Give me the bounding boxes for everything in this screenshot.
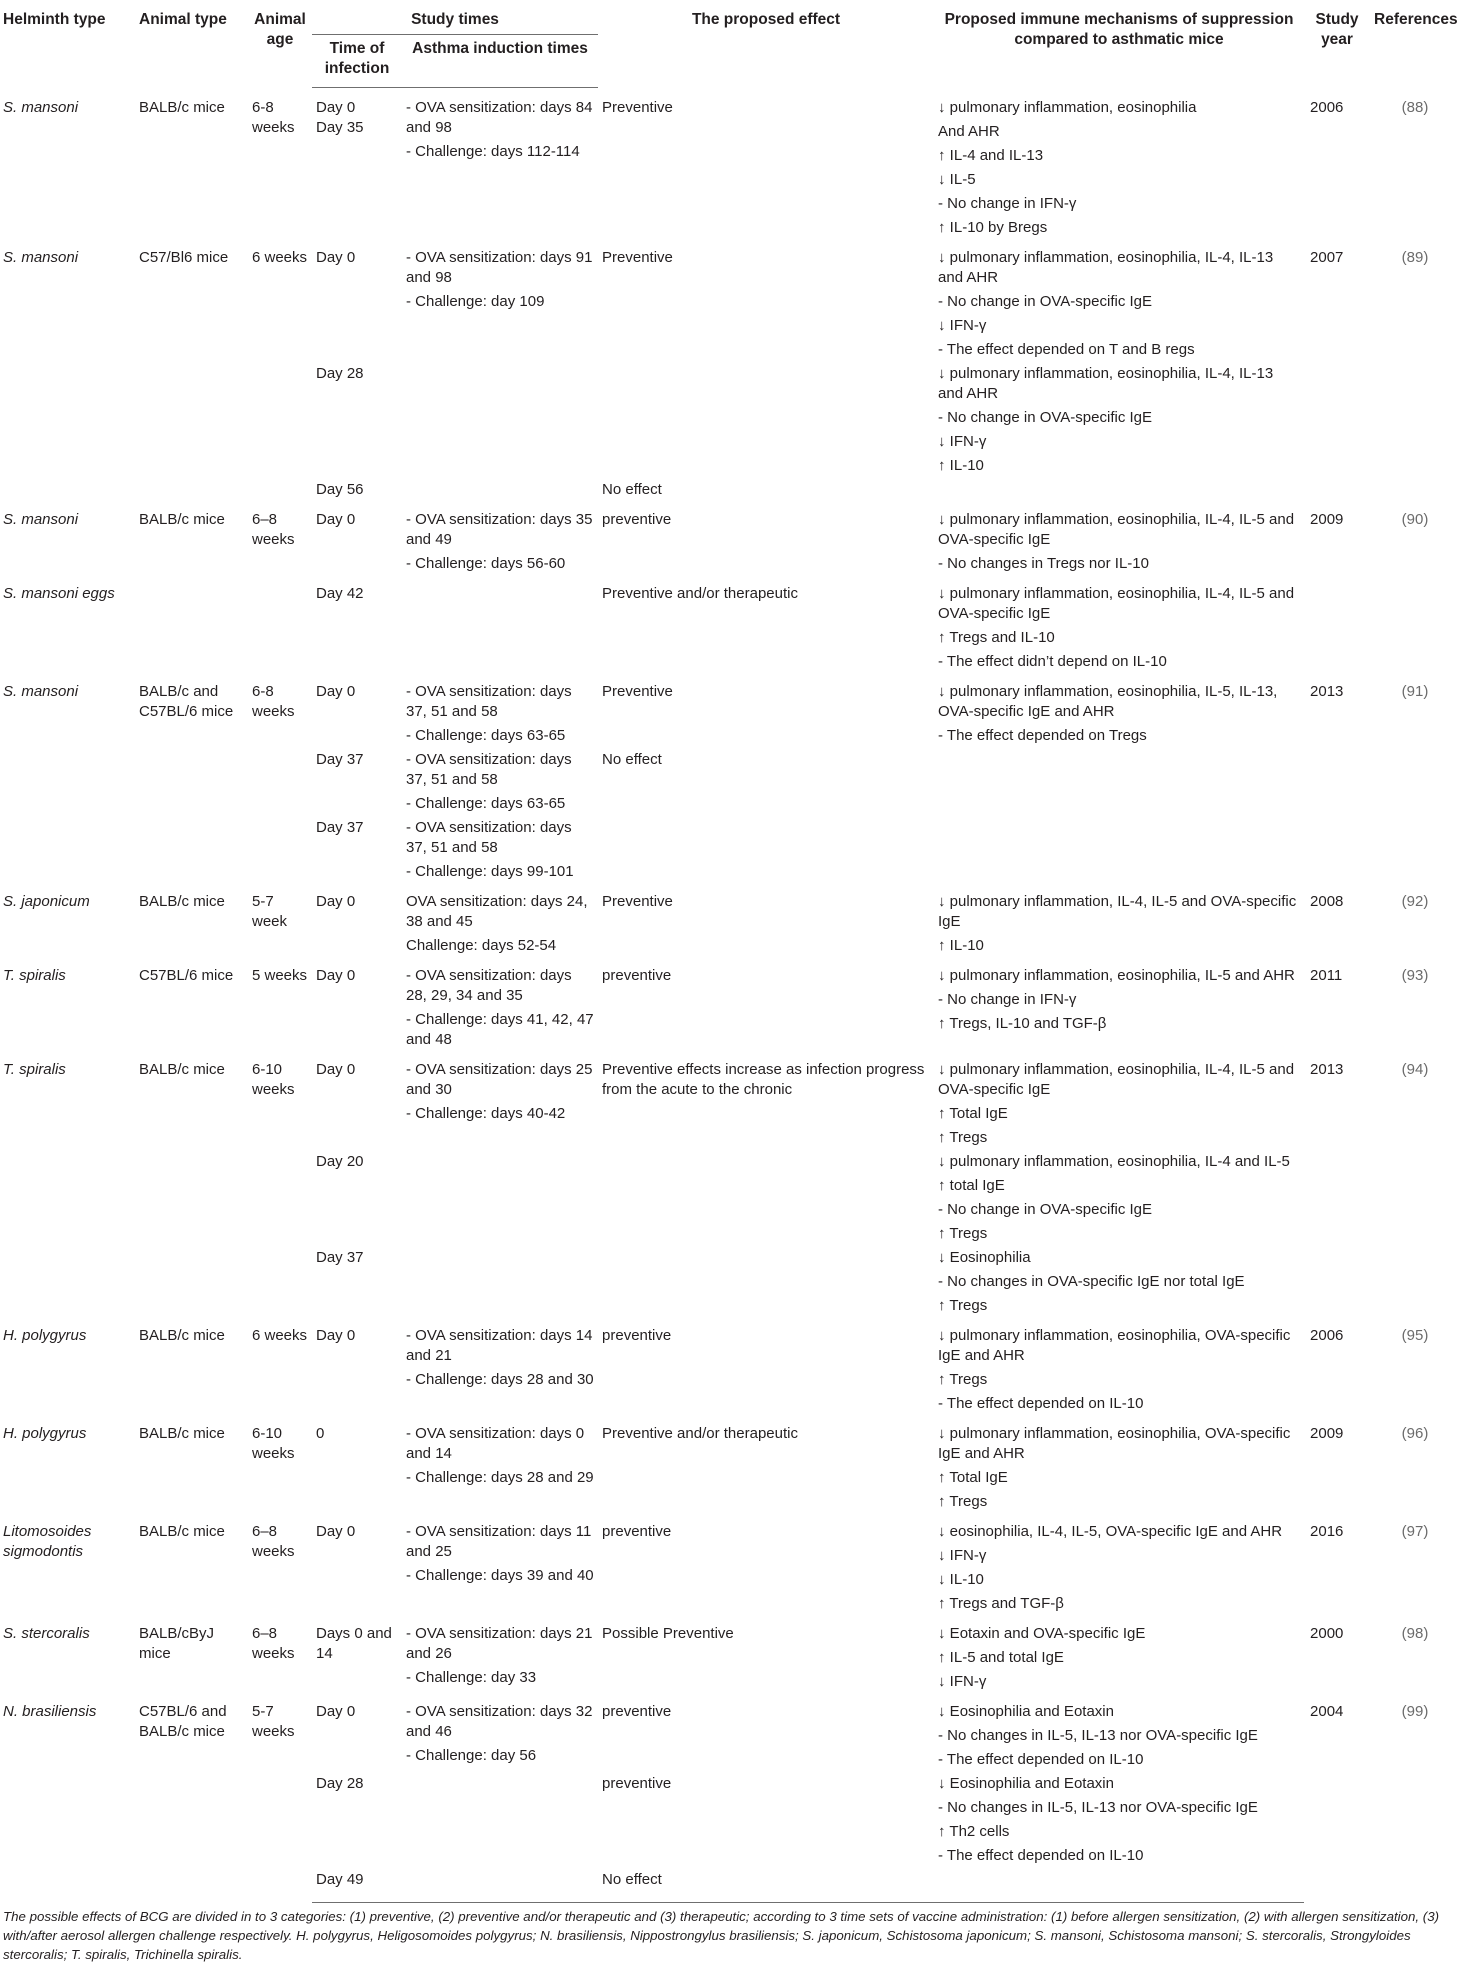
mechanisms-cell (934, 1244, 1304, 1316)
mechanisms-cell-line: ↑ Total IgE (938, 1468, 1008, 1486)
mechanisms-cell-line: ↑ Tregs (938, 1296, 988, 1314)
proposed-effect-cell (598, 1148, 934, 1244)
asthma-induction-cell-line: - OVA sensitization: days 84 and 98 (406, 99, 593, 136)
time-of-infection-cell: Day 0 (316, 1060, 356, 1078)
mechanisms-cell-line: - No change in OVA-specific IgE (938, 1200, 1152, 1218)
proposed-effect-cell (598, 1244, 934, 1316)
mechanisms-cell (934, 500, 1304, 574)
time-of-infection-cell: Day 0 (316, 510, 356, 528)
mechanisms-cell-line: ↓ pulmonary inflammation, eosinophilia, OVA-specific IgE and AHR (938, 1424, 1291, 1462)
header-study-year: Study year (1315, 11, 1359, 48)
time-of-infection-cell: Days 0 and 14 (316, 1624, 392, 1662)
animal-type-cell: C57BL/6 mice (139, 966, 234, 984)
table-row (0, 882, 1460, 956)
asthma-induction-cell-line: - Challenge: days 28 and 30 (406, 1370, 594, 1388)
asthma-induction-cell (402, 1866, 598, 1903)
helminth-type-cell: T. spiralis (3, 1060, 66, 1078)
helminth-type-cell: N. brasiliensis (3, 1702, 97, 1720)
asthma-induction-cell-line: - Challenge: days 56-60 (406, 554, 566, 572)
asthma-induction-cell-line: - Challenge: days 39 and 40 (406, 1566, 594, 1584)
asthma-induction-cell (402, 1614, 598, 1692)
animal-type-cell: BALB/c mice (139, 1326, 225, 1344)
animal-type-cell: BALB/c mice (139, 1060, 225, 1078)
asthma-induction-cell (402, 1050, 598, 1148)
proposed-effect-cell (598, 814, 934, 882)
time-of-infection-cell: Day 0 (316, 248, 356, 266)
mechanisms-cell-line: ↑ Tregs (938, 1370, 988, 1388)
asthma-induction-cell-line: - OVA sensitization: days 0 and 14 (406, 1424, 585, 1462)
mechanisms-cell-line: - The effect didn’t depend on IL-10 (938, 652, 1167, 670)
asthma-induction-cell-line: - OVA sensitization: days 11 and 25 (406, 1522, 592, 1560)
study-year-cell: 2004 (1310, 1702, 1344, 1720)
asthma-induction-cell (402, 574, 598, 672)
mechanisms-cell-line: ↓ pulmonary inflammation, eosinophilia, IL-4 and IL-5 (938, 1152, 1290, 1170)
animal-age-cell: 6-8 weeks (252, 682, 295, 720)
animal-type-cell (136, 574, 248, 672)
proposed-effect-cell: Preventive (602, 682, 673, 700)
asthma-induction-cell-line: - OVA sensitization: days 35 and 49 (406, 510, 593, 548)
asthma-induction-cell (402, 360, 598, 476)
animal-age-cell: 5-7 week (252, 892, 288, 930)
animal-age-cell: 6-10 weeks (252, 1060, 295, 1098)
animal-age-cell: 6-10 weeks (252, 1424, 295, 1462)
helminth-type-cell: S. japonicum (3, 892, 90, 910)
mechanisms-cell (934, 1770, 1304, 1866)
mechanisms-cell (934, 1866, 1304, 1903)
time-of-infection-cell: Day 0 Day 35 (316, 99, 364, 136)
study-year-cell: 2006 (1310, 98, 1344, 116)
study-year-cell: 2013 (1310, 682, 1344, 700)
mechanisms-cell-line: ↑ IL-10 (938, 936, 984, 954)
mechanisms-cell-line: ↑ Total IgE (938, 1104, 1008, 1122)
animal-age-cell: 6 weeks (252, 248, 308, 266)
asthma-induction-cell (402, 1244, 598, 1316)
table-footnote: The possible effects of BCG are divided in to 3 categories: (1) preventive, (2) preventive and/or therapeutic and (3) therapeutic; according to 3 time sets of vaccine administration: (1) before allergen sensitization, (2) with allergen sensitization, (3) with/after aerosol allergen challenge respectively. H. polygyrus, Heligosomoides polygyrus; N. brasiliensis, Nippostrongylus brasiliensis; S. japonicum, Schistosoma japonicum; S. mansoni, Schistosoma mansoni; S. stercoralis, Strongyloides stercoralis; T. spiralis, Trichinella spiralis. (3, 1908, 1440, 1962)
study-year-cell: 2016 (1310, 1522, 1344, 1540)
mechanisms-cell (934, 360, 1304, 476)
study-year-cell (1304, 574, 1370, 672)
animal-type-cell: BALB/c and C57BL/6 mice (139, 682, 234, 720)
helminth-type-cell: T. spiralis (3, 966, 66, 984)
asthma-induction-cell-line: - OVA sensitization: days 21 and 26 (406, 1624, 593, 1662)
study-year-cell: 2007 (1310, 248, 1344, 266)
mechanisms-cell-line: ↓ eosinophilia, IL-4, IL-5, OVA-specific IgE and AHR (938, 1522, 1283, 1540)
mechanisms-cell-line: - No changes in OVA-specific IgE nor total IgE (938, 1272, 1245, 1290)
mechanisms-cell-line: ↓ IFN-γ (938, 316, 987, 334)
table-header (0, 0, 1460, 88)
time-of-infection-cell: Day 49 (312, 1866, 402, 1903)
header-proposed-effect: The proposed effect (691, 11, 841, 28)
header-time-of-infection: Time of infection (312, 35, 402, 88)
mechanisms-cell-line: ↓ pulmonary inflammation, eosinophilia, IL-4, IL-5 and OVA-specific IgE (938, 584, 1295, 622)
table-row (0, 1692, 1460, 1770)
mechanisms-cell (934, 476, 1304, 500)
reference-cell: (94) (1401, 1060, 1429, 1078)
time-of-infection-cell: Day 0 (316, 682, 356, 700)
mechanisms-cell-line: ↓ IL-5 (938, 170, 976, 188)
animal-type-cell: BALB/c mice (139, 1424, 225, 1442)
asthma-induction-cell-line: - OVA sensitization: days 25 and 30 (406, 1060, 593, 1098)
asthma-induction-cell-line: OVA sensitization: days 24, 38 and 45 (406, 892, 588, 930)
mechanisms-cell (934, 672, 1304, 746)
asthma-induction-cell (402, 814, 598, 882)
study-year-cell: 2009 (1310, 510, 1344, 528)
mechanisms-cell (934, 1692, 1304, 1770)
mechanisms-cell-line: ↓ Eosinophilia and Eotaxin (938, 1702, 1114, 1720)
mechanisms-cell-line: ↓ pulmonary inflammation, eosinophilia, IL-4, IL-13 and AHR (938, 364, 1274, 402)
proposed-effect-cell: preventive (602, 1774, 672, 1792)
animal-age-cell: 5-7 weeks (252, 1702, 295, 1740)
proposed-effect-cell: preventive (602, 510, 672, 528)
mechanisms-cell-line: ↓ pulmonary inflammation, IL-4, IL-5 and OVA-specific IgE (938, 892, 1297, 930)
mechanisms-cell (934, 88, 1304, 238)
asthma-induction-cell-line: - OVA sensitization: days 37, 51 and 58 (406, 818, 572, 856)
mechanisms-cell-line: ↑ Tregs (938, 1492, 988, 1510)
reference-cell: (92) (1401, 892, 1429, 910)
asthma-induction-cell-line: - Challenge: days 63-65 (406, 726, 566, 744)
mechanisms-cell (934, 1050, 1304, 1148)
time-of-infection-cell: Day 0 (316, 1522, 356, 1540)
time-of-infection-cell: Day 42 (316, 584, 364, 602)
mechanisms-cell-line: - The effect depended on IL-10 (938, 1750, 1144, 1768)
proposed-effect-cell: Preventive and/or therapeutic (602, 1424, 798, 1442)
asthma-induction-cell-line: - OVA sensitization: days 37, 51 and 58 (406, 682, 572, 720)
time-of-infection-cell: 0 (316, 1424, 325, 1442)
reference-cell: (95) (1401, 1326, 1429, 1344)
time-of-infection-cell: Day 0 (316, 1326, 356, 1344)
mechanisms-cell-line: ↑ IL-5 and total IgE (938, 1648, 1064, 1666)
mechanisms-cell-line: - The effect depended on Tregs (938, 726, 1147, 744)
asthma-induction-cell (402, 1148, 598, 1244)
mechanisms-cell (934, 574, 1304, 672)
header-asthma-induction-times: Asthma induction times (402, 35, 598, 88)
helminth-type-cell: S. mansoni (3, 682, 79, 700)
reference-cell: (97) (1401, 1522, 1429, 1540)
proposed-effect-cell: preventive (602, 1522, 672, 1540)
asthma-induction-cell (402, 882, 598, 956)
header-helminth-type: Helminth type (3, 11, 106, 28)
asthma-induction-cell (402, 88, 598, 238)
helminth-type-cell: S. mansoni eggs (3, 584, 115, 602)
asthma-induction-cell (402, 1414, 598, 1512)
mechanisms-cell-line: - No change in OVA-specific IgE (938, 408, 1152, 426)
header-animal-type: Animal type (139, 11, 227, 28)
time-of-infection-cell: Day 56 (316, 480, 364, 498)
asthma-induction-cell-line: - OVA sensitization: days 37, 51 and 58 (406, 750, 572, 788)
animal-age-cell: 6 weeks (252, 1326, 308, 1344)
proposed-effect-cell: Preventive (602, 98, 673, 116)
proposed-effect-cell: No effect (602, 480, 662, 498)
asthma-induction-cell-line: - OVA sensitization: days 14 and 21 (406, 1326, 593, 1364)
reference-cell (1370, 574, 1460, 672)
mechanisms-cell-line: ↓ Eotaxin and OVA-specific IgE (938, 1624, 1146, 1642)
proposed-effect-cell (598, 360, 934, 476)
animal-type-cell: BALB/c mice (139, 1522, 225, 1540)
proposed-effect-cell: preventive (602, 966, 672, 984)
mechanisms-cell-line: ↑ Th2 cells (938, 1822, 1010, 1840)
time-of-infection-cell: Day 0 (316, 1702, 356, 1720)
study-year-cell: 2011 (1310, 966, 1343, 984)
mechanisms-cell-line: - The effect depended on T and B regs (938, 340, 1195, 358)
asthma-induction-cell-line: - Challenge: days 40-42 (406, 1104, 566, 1122)
mechanisms-cell-line: - No changes in Tregs nor IL-10 (938, 554, 1149, 572)
study-year-cell: 2008 (1310, 892, 1344, 910)
time-of-infection-cell: Day 37 (316, 1248, 364, 1266)
asthma-induction-cell (402, 476, 598, 500)
asthma-induction-cell-line: - OVA sensitization: days 32 and 46 (406, 1702, 593, 1740)
helminth-type-cell: H. polygyrus (3, 1326, 87, 1344)
animal-type-cell: C57BL/6 and BALB/c mice (139, 1702, 227, 1740)
asthma-induction-cell (402, 500, 598, 574)
mechanisms-cell-line: ↓ pulmonary inflammation, eosinophilia, IL-4, IL-5 and OVA-specific IgE (938, 1060, 1295, 1098)
table-body (0, 88, 1460, 1903)
animal-type-cell: BALB/c mice (139, 510, 225, 528)
mechanisms-cell-line: ↓ pulmonary inflammation, eosinophilia, IL-5 and AHR (938, 966, 1295, 984)
proposed-effect-cell: Preventive (602, 248, 673, 266)
mechanisms-cell (934, 1316, 1304, 1414)
proposed-effect-cell: preventive (602, 1326, 672, 1344)
mechanisms-cell (934, 238, 1304, 360)
proposed-effect-cell: Preventive effects increase as infection progress from the acute to the chronic (602, 1060, 925, 1098)
proposed-effect-cell: Preventive and/or therapeutic (602, 584, 798, 602)
mechanisms-cell-line: - No change in IFN-γ (938, 194, 1077, 212)
time-of-infection-cell: Day 37 (316, 750, 364, 768)
reference-cell: (90) (1401, 510, 1429, 528)
helminth-type-cell: H. polygyrus (3, 1424, 87, 1442)
study-year-cell: 2006 (1310, 1326, 1344, 1344)
asthma-induction-cell-line: - Challenge: day 33 (406, 1668, 537, 1686)
header-mechanisms: Proposed immune mechanisms of suppression compared to asthmatic mice (944, 11, 1294, 48)
mechanisms-cell-line: ↑ IL-10 by Bregs (938, 218, 1048, 236)
mechanisms-cell-line: ↑ Tregs (938, 1224, 988, 1242)
asthma-induction-cell-line: - Challenge: day 56 (406, 1746, 537, 1764)
mechanisms-cell-line: - The effect depended on IL-10 (938, 1394, 1144, 1412)
mechanisms-cell (934, 814, 1304, 882)
animal-age-cell: 6-8 weeks (252, 98, 295, 136)
proposed-effect-cell: Possible Preventive (602, 1624, 734, 1642)
mechanisms-cell (934, 956, 1304, 1050)
table-row (0, 1414, 1460, 1512)
mechanisms-cell-line: ↓ Eosinophilia and Eotaxin (938, 1774, 1114, 1792)
table-row (0, 956, 1460, 1050)
mechanisms-cell (934, 746, 1304, 814)
asthma-induction-cell (402, 1316, 598, 1414)
animal-age-cell (248, 574, 312, 672)
helminth-type-cell: S. mansoni (3, 248, 79, 266)
asthma-induction-cell-line: - Challenge: days 63-65 (406, 794, 566, 812)
mechanisms-cell-line: ↑ IL-10 (938, 456, 984, 474)
reference-cell: (88) (1401, 98, 1429, 116)
asthma-induction-cell (402, 1512, 598, 1614)
table-row (0, 88, 1460, 238)
asthma-induction-cell-line: Challenge: days 52-54 (406, 936, 557, 954)
mechanisms-cell (934, 1148, 1304, 1244)
proposed-effect-cell: No effect (598, 1866, 934, 1903)
mechanisms-cell-line: - No changes in IL-5, IL-13 nor OVA-specific IgE (938, 1798, 1258, 1816)
asthma-induction-cell-line: - Challenge: days 41, 42, 47 and 48 (406, 1010, 594, 1048)
helminth-type-cell: S. stercoralis (3, 1624, 90, 1642)
proposed-effect-cell: preventive (602, 1702, 672, 1720)
asthma-induction-cell-line: - Challenge: days 112-114 (406, 143, 580, 160)
mechanisms-cell-line: ↑ Tregs and IL-10 (938, 628, 1055, 646)
reference-cell: (89) (1401, 248, 1429, 266)
mechanisms-cell-line: ↓ IL-10 (938, 1570, 984, 1588)
table-row (0, 238, 1460, 360)
reference-cell: (91) (1401, 682, 1429, 700)
mechanisms-cell-line: ↓ IFN-γ (938, 432, 987, 450)
study-year-cell: 2013 (1310, 1060, 1344, 1078)
mechanisms-cell-line: ↑ Tregs and TGF-β (938, 1594, 1064, 1612)
mechanisms-cell-line: ↓ IFN-γ (938, 1546, 987, 1564)
animal-age-cell: 5 weeks (252, 966, 308, 984)
mechanisms-cell-line: ↓ Eosinophilia (938, 1248, 1031, 1266)
mechanisms-cell-line: - No change in IFN-γ (938, 990, 1077, 1008)
helminth-type-cell: S. mansoni (3, 98, 79, 116)
table-row (0, 1614, 1460, 1692)
mechanisms-cell-line: - No changes in IL-5, IL-13 nor OVA-specific IgE (938, 1726, 1258, 1744)
animal-age-cell: 6–8 weeks (252, 1522, 295, 1560)
reference-cell: (99) (1401, 1702, 1429, 1720)
mechanisms-cell-line: And AHR (938, 122, 1000, 140)
table-row (0, 574, 1460, 672)
mechanisms-cell (934, 1414, 1304, 1512)
study-year-cell: 2000 (1310, 1624, 1344, 1642)
mechanisms-cell-line: ↓ pulmonary inflammation, eosinophilia, IL-4, IL-5 and OVA-specific IgE (938, 510, 1295, 548)
table-row (0, 672, 1460, 746)
time-of-infection-cell: Day 28 (316, 364, 364, 382)
time-of-infection-cell: Day 0 (316, 966, 356, 984)
table-row (0, 500, 1460, 574)
table-row (0, 1512, 1460, 1614)
mechanisms-cell (934, 1614, 1304, 1692)
mechanisms-cell-line: ↑ IL-4 and IL-13 (938, 146, 1044, 164)
asthma-induction-cell (402, 672, 598, 746)
header-animal-age: Animal age (254, 11, 306, 48)
asthma-induction-cell-line: - OVA sensitization: days 91 and 98 (406, 248, 593, 286)
reference-cell: (96) (1401, 1424, 1429, 1442)
time-of-infection-cell: Day 28 (316, 1774, 364, 1792)
asthma-induction-cell-line: - OVA sensitization: days 28, 29, 34 and 35 (406, 966, 572, 1004)
helminth-type-cell: S. mansoni (3, 510, 79, 528)
asthma-induction-cell (402, 746, 598, 814)
mechanisms-cell-line: ↓ pulmonary inflammation, eosinophilia, OVA-specific IgE and AHR (938, 1326, 1291, 1364)
mechanisms-cell-line: ↑ total IgE (938, 1176, 1005, 1194)
study-year-cell: 2009 (1310, 1424, 1344, 1442)
asthma-induction-cell-line: - Challenge: day 109 (406, 292, 545, 310)
mechanisms-cell (934, 1512, 1304, 1614)
asthma-induction-cell (402, 1770, 598, 1866)
mechanisms-cell-line: ↓ pulmonary inflammation, eosinophilia, IL-5, IL-13, OVA-specific IgE and AHR (938, 682, 1278, 720)
animal-age-cell: 6–8 weeks (252, 510, 295, 548)
mechanisms-cell-line: ↑ Tregs (938, 1128, 988, 1146)
header-references: References (1374, 11, 1458, 28)
asthma-induction-cell-line: - Challenge: days 99-101 (406, 862, 574, 880)
animal-type-cell: C57/Bl6 mice (139, 248, 229, 266)
animal-age-cell: 6–8 weeks (252, 1624, 295, 1662)
asthma-induction-cell-line: - Challenge: days 28 and 29 (406, 1468, 594, 1486)
animal-type-cell: BALB/c mice (139, 98, 225, 116)
mechanisms-cell-line: - No change in OVA-specific IgE (938, 292, 1152, 310)
reference-cell: (93) (1401, 966, 1429, 984)
mechanisms-cell-line: - The effect depended on IL-10 (938, 1846, 1144, 1864)
table-row (0, 1050, 1460, 1148)
mechanisms-cell-line: ↓ pulmonary inflammation, eosinophilia (938, 98, 1197, 116)
animal-type-cell: BALB/c mice (139, 892, 225, 910)
proposed-effect-cell: Preventive (602, 892, 673, 910)
asthma-induction-cell (402, 956, 598, 1050)
asthma-induction-cell (402, 238, 598, 360)
mechanisms-cell-line: ↓ IFN-γ (938, 1672, 987, 1690)
mechanisms-cell-line: ↑ Tregs, IL-10 and TGF-β (938, 1014, 1107, 1032)
mechanisms-cell (934, 882, 1304, 956)
mechanisms-cell-line: ↓ pulmonary inflammation, eosinophilia, IL-4, IL-13 and AHR (938, 248, 1274, 286)
table-row (0, 1316, 1460, 1414)
asthma-induction-cell (402, 1692, 598, 1770)
time-of-infection-cell: Day 37 (316, 818, 364, 836)
proposed-effect-cell: No effect (602, 750, 662, 768)
helminth-type-cell: Litomosoides sigmodontis (3, 1522, 92, 1560)
header-study-times: Study times (312, 0, 598, 35)
reference-cell: (98) (1401, 1624, 1429, 1642)
time-of-infection-cell: Day 0 (316, 892, 356, 910)
animal-type-cell: BALB/cByJ mice (139, 1624, 215, 1662)
time-of-infection-cell: Day 20 (316, 1152, 364, 1170)
